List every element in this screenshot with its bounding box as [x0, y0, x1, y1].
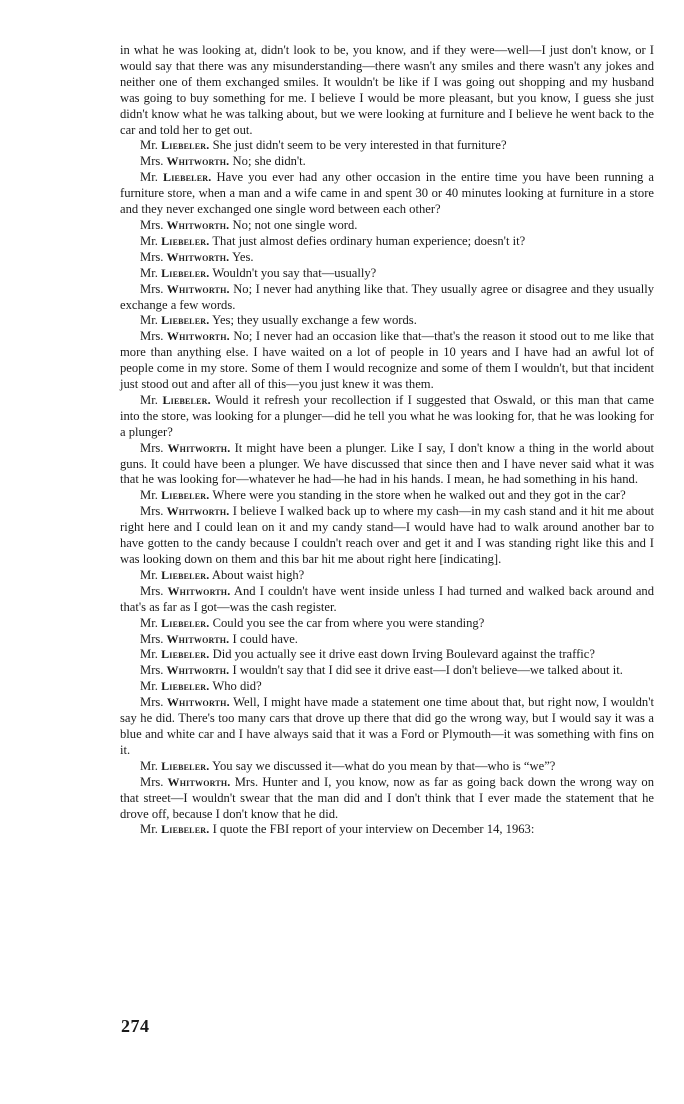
speaker-name: Whitworth.	[166, 217, 230, 232]
testimony-paragraph	[120, 632, 654, 648]
speaker-label	[140, 138, 209, 152]
paragraph-text: Would it refresh your recollection if I suggested that Oswald, or this man that came into the store, was looking for a plunger—did he tell you what he was looking for, that he was looking for a plunger?	[120, 392, 654, 439]
testimony-paragraph	[120, 616, 654, 632]
paragraph-text: Did you actually see it drive east down Irving Boulevard against the traffic?	[212, 647, 595, 662]
speaker-title: Mrs.	[140, 504, 164, 519]
paragraph-text: She just didn't seem to be very interested in that furniture?	[212, 138, 507, 153]
paragraph-text: No; not one single word.	[232, 217, 358, 232]
speaker-title: Mr.	[140, 265, 158, 280]
speaker-name: Whitworth.	[167, 774, 231, 789]
speaker-label	[140, 393, 211, 407]
speaker-label	[140, 170, 211, 184]
testimony-paragraph	[120, 647, 654, 663]
speaker-title: Mr.	[140, 679, 158, 694]
speaker-label	[140, 313, 209, 327]
speaker-name: Whitworth.	[166, 631, 230, 646]
speaker-name: Whitworth.	[166, 249, 230, 264]
speaker-label	[140, 584, 230, 598]
speaker-label	[140, 616, 209, 630]
paragraph-text: It might have been a plunger. Like I say, I don't know a thing in the world about guns. It could have been a plunger. We have discussed that since then and I have never said what it was that he was looking for—whatever he had—he had in his hands. I mean, he had something in his hand.	[120, 440, 654, 487]
speaker-name: Whitworth.	[166, 154, 230, 169]
paragraph-text: About waist high?	[211, 567, 305, 582]
testimony-paragraph	[120, 329, 654, 393]
speaker-name: Whitworth.	[166, 329, 230, 344]
speaker-label	[140, 504, 230, 518]
speaker-title: Mr.	[140, 567, 158, 582]
speaker-title: Mrs.	[140, 695, 164, 710]
speaker-name: Liebeler.	[162, 392, 211, 407]
speaker-title: Mr.	[140, 138, 158, 153]
paragraph-text: Yes; they usually exchange a few words.	[212, 313, 417, 328]
testimony-paragraph	[120, 679, 654, 695]
paragraph-text: And I couldn't have went inside unless I had turned and walked back around and that's as far as I got—was the cash register.	[120, 583, 655, 614]
speaker-label	[140, 679, 209, 693]
speaker-label	[140, 663, 229, 677]
paragraph-text: Have you ever had any other occasion in the entire time you have been running a furniture store, when a man and a wife came in and spent 30 or 40 minutes looking at furniture in a store and they never exchanged one single word between each other?	[120, 170, 654, 217]
paragraph-text: No; I never had anything like that. They usually agree or disagree and they usually exchange a few words.	[120, 281, 654, 312]
speaker-label	[140, 822, 209, 836]
speaker-name: Liebeler.	[161, 488, 210, 503]
testimony-paragraph	[120, 488, 654, 504]
paragraph-text: Who did?	[212, 679, 262, 694]
speaker-title: Mrs.	[140, 583, 164, 598]
paragraph-text: Well, I might have made a statement one time about that, but right now, I wouldn't say he did. There's too many cars that drove up there that did go the wrong way, but I would say it was a blue and white car and I have always said that it was a Ford or Plymouth—it was something with fins on it.	[120, 695, 654, 757]
page-number: 274	[121, 1016, 150, 1036]
speaker-name: Liebeler.	[161, 567, 210, 582]
speaker-title: Mrs.	[140, 774, 164, 789]
testimony-paragraph	[120, 154, 654, 170]
testimony-paragraph	[120, 441, 654, 489]
speaker-label	[140, 647, 209, 661]
paragraph-text: Where were you standing in the store when he walked out and they got in the car?	[212, 488, 626, 503]
paragraph-text: That just almost defies ordinary human experience; doesn't it?	[212, 233, 526, 248]
continuation-paragraph	[120, 43, 654, 138]
paragraph-text: in what he was looking at, didn't look to be, you know, and if they were—well—I just don't know, or I would say that there was any misunderstanding—there wasn't any smiles and there wasn't any jokes and neither one of them exchanged smiles. It wouldn't be like if I was going out shopping and my husband was going to buy something for me. I believe I would be more pleasant, but you know, I guess she just didn't know what he was talking about, but we were looking at furniture and I believe he went back to the car and told her to get out.	[120, 43, 654, 137]
speaker-title: Mr.	[140, 313, 158, 328]
speaker-name: Liebeler.	[161, 233, 210, 248]
testimony-paragraph	[120, 313, 654, 329]
speaker-label	[140, 234, 209, 248]
speaker-label	[140, 775, 230, 789]
testimony-paragraph	[120, 170, 654, 218]
testimony-paragraph	[120, 393, 654, 441]
testimony-paragraph	[120, 282, 654, 314]
testimony-paragraph	[120, 250, 654, 266]
testimony-paragraph	[120, 695, 654, 759]
speaker-name: Liebeler.	[161, 679, 210, 694]
speaker-title: Mrs.	[140, 440, 164, 455]
testimony-text	[120, 43, 654, 838]
paragraph-text: I quote the FBI report of your interview on December 14, 1963:	[212, 822, 535, 837]
paragraph-text: No; I never had an occasion like that—that's the reason it stood out to me like that more than anything else. I have waited on a lot of people in 10 years and I have had an awful lot of people come in my store. Some of them I would recognize and some of them I wouldn't, but that incident just stood out and after all of this—you just knew it was them.	[120, 329, 654, 392]
speaker-name: Liebeler.	[161, 313, 210, 328]
speaker-label	[140, 695, 230, 709]
speaker-label	[140, 266, 209, 280]
speaker-name: Liebeler.	[161, 615, 210, 630]
testimony-paragraph	[120, 218, 654, 234]
speaker-title: Mr.	[140, 392, 158, 407]
speaker-label	[140, 250, 229, 264]
speaker-title: Mr.	[140, 170, 158, 185]
paragraph-text: Mrs. Hunter and I, you know, now as far as going back down the wrong way on that street—I wouldn't swear that the man did and I don't think that I ever made the statement that he drove off, because I don't know that he did.	[120, 774, 654, 821]
speaker-name: Whitworth.	[166, 281, 230, 296]
testimony-paragraph	[120, 504, 654, 568]
paragraph-text: Wouldn't you say that—usually?	[212, 265, 377, 280]
speaker-label	[140, 329, 230, 343]
speaker-title: Mrs.	[140, 281, 164, 296]
testimony-paragraph	[120, 822, 654, 838]
paragraph-text: Could you see the car from where you were standing?	[212, 615, 485, 630]
speaker-label	[140, 568, 209, 582]
testimony-paragraph	[120, 266, 654, 282]
speaker-title: Mrs.	[140, 631, 164, 646]
testimony-paragraph	[120, 138, 654, 154]
speaker-title: Mrs.	[140, 249, 164, 264]
testimony-paragraph	[120, 663, 654, 679]
paragraph-text: No; she didn't.	[232, 154, 306, 169]
speaker-title: Mrs.	[140, 154, 164, 169]
speaker-name: Liebeler.	[161, 138, 210, 153]
paragraph-text: Yes.	[232, 249, 254, 264]
speaker-name: Liebeler.	[161, 822, 210, 837]
speaker-name: Whitworth.	[167, 583, 231, 598]
speaker-label	[140, 759, 209, 773]
speaker-label	[140, 282, 230, 296]
testimony-paragraph	[120, 568, 654, 584]
testimony-paragraph	[120, 584, 654, 616]
speaker-label	[140, 154, 229, 168]
testimony-paragraph	[120, 759, 654, 775]
speaker-title: Mr.	[140, 233, 158, 248]
speaker-title: Mrs.	[140, 663, 164, 678]
speaker-label	[140, 632, 229, 646]
paragraph-text: You say we discussed it—what do you mean by that—who is “we”?	[212, 758, 556, 773]
speaker-title: Mr.	[140, 488, 158, 503]
paragraph-text: I believe I walked back up to where my cash—in my cash stand and it hit me about right here and I could lean on it and my candy stand—I would have had to walk around another bar to have gotten to the candy because I couldn't reach over and get it and I was standing right like this and I was looking down on them and this bar hit me about right here [indicating].	[120, 504, 655, 566]
speaker-name: Liebeler.	[161, 647, 210, 662]
speaker-name: Liebeler.	[163, 170, 212, 185]
speaker-title: Mr.	[140, 615, 158, 630]
speaker-label	[140, 441, 230, 455]
testimony-paragraph	[120, 234, 654, 250]
speaker-name: Whitworth.	[166, 504, 230, 519]
paragraph-text: I wouldn't say that I did see it drive east—I don't believe—we talked about it.	[232, 663, 623, 678]
speaker-name: Whitworth.	[167, 440, 231, 455]
speaker-name: Liebeler.	[161, 265, 210, 280]
speaker-title: Mrs.	[140, 217, 164, 232]
speaker-label	[140, 488, 209, 502]
speaker-title: Mr.	[140, 758, 158, 773]
speaker-title: Mr.	[140, 822, 158, 837]
speaker-name: Liebeler.	[161, 758, 210, 773]
speaker-name: Whitworth.	[166, 663, 230, 678]
speaker-label	[140, 218, 229, 232]
paragraph-text: I could have.	[232, 631, 298, 646]
testimony-paragraph	[120, 775, 654, 823]
speaker-title: Mr.	[140, 647, 158, 662]
speaker-name: Whitworth.	[166, 695, 230, 710]
speaker-title: Mrs.	[140, 329, 164, 344]
